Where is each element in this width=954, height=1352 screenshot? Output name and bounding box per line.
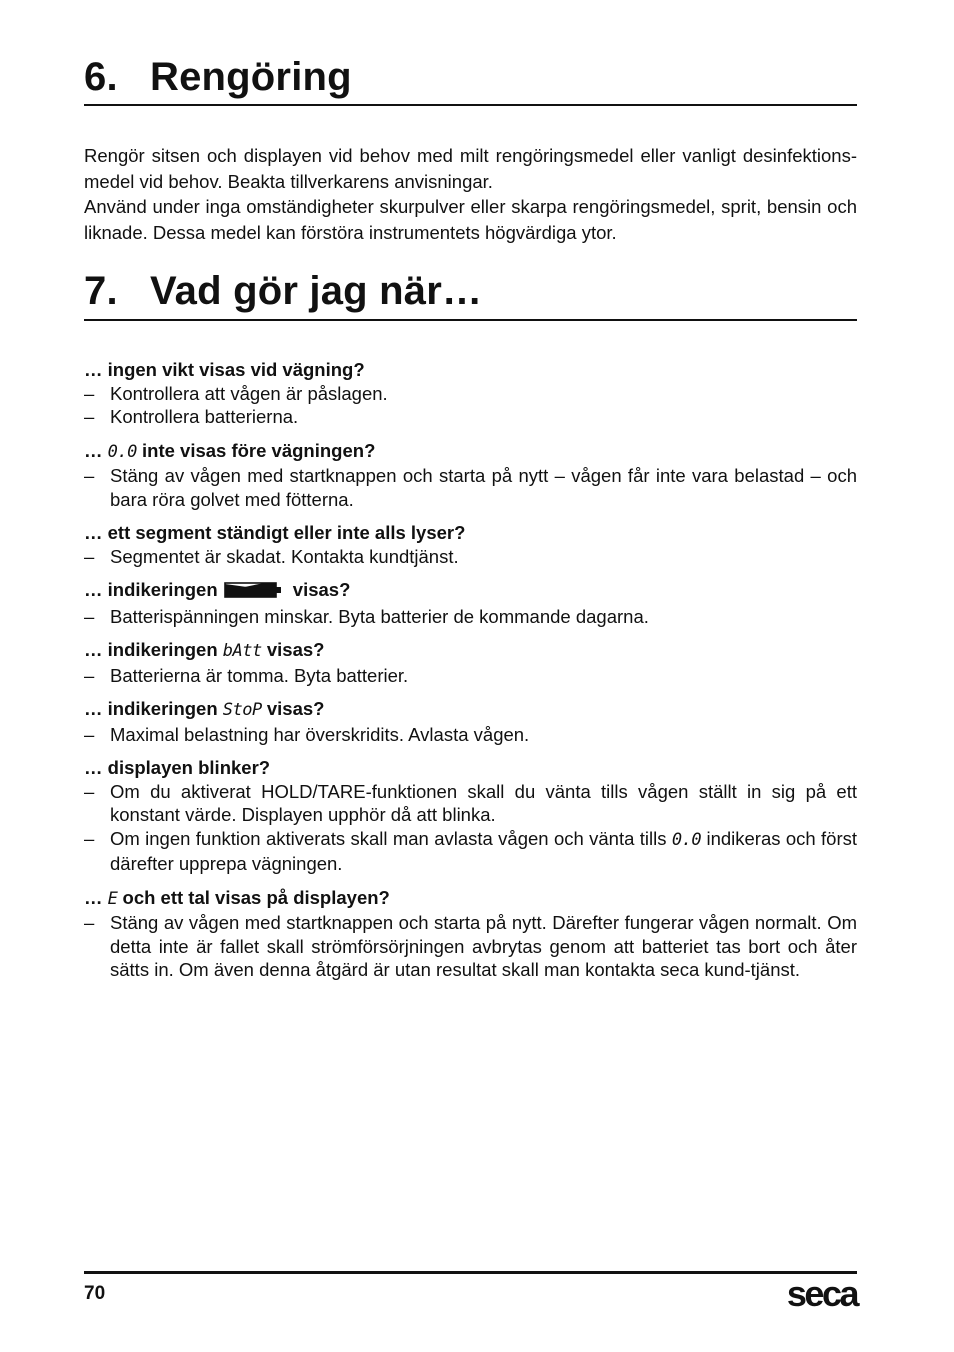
list-dash: – <box>84 382 95 404</box>
faq-answer-item <box>84 464 857 511</box>
faq-question-text: … displayen blinker? <box>84 757 271 778</box>
faq-answer-text: Batterispänningen minskar. Byta batterier de kommande dagarna. <box>110 605 649 627</box>
faq-question <box>84 578 857 605</box>
list-dash: – <box>84 465 95 486</box>
faq-answer-item <box>84 605 857 629</box>
faq-question-text: visas? <box>266 698 325 719</box>
faq-group <box>84 358 857 429</box>
faq-question <box>84 638 857 664</box>
seca-logo: seca <box>786 1273 857 1314</box>
display-segment-text: E <box>107 888 118 909</box>
faq-question-text: … <box>84 439 103 461</box>
page-number: 70 <box>84 1283 106 1304</box>
section-6-body <box>84 143 857 245</box>
faq-answer-text: Stäng av vågen med startknappen och starta på nytt. Därefter fungerar vågen normalt. Om detta inte är fallet skall strömförsörjningen avbrytas genom att batteriet tas bort och åter sätts in. Om även denna åtgärd är utan resultat skall man kontakta seca kund-tjänst. <box>110 912 857 980</box>
faq-question-text: … <box>84 886 103 908</box>
faq-question-text: inte visas före vägningen? <box>142 439 376 461</box>
faq-answer-text: Om ingen funktion aktiverats skall man avlasta vågen och vänta tills <box>110 827 667 849</box>
faq-question-text: … indikeringen <box>84 579 218 600</box>
section-6-divider <box>84 104 857 106</box>
section-7-title: Vad gör jag när… <box>150 269 483 313</box>
troubleshooting-list <box>84 358 857 992</box>
faq-group <box>84 886 857 982</box>
faq-question-text: visas? <box>292 579 351 600</box>
section-6-heading <box>84 57 352 97</box>
list-dash: – <box>84 827 95 849</box>
faq-group <box>84 697 857 746</box>
faq-question <box>84 756 857 780</box>
faq-answer-text: Kontrollera att vågen är påslagen. <box>110 382 388 404</box>
faq-answer-text: indikeras och först därefter upprepa vägningen. <box>110 827 858 874</box>
faq-group <box>84 756 857 876</box>
faq-group <box>84 439 857 512</box>
list-dash: – <box>84 723 95 745</box>
list-dash: – <box>84 912 95 933</box>
faq-question-text: … indikeringen <box>84 639 218 660</box>
cleaning-paragraph-2: Använd under inga omständigheter skurpulver eller skarpa rengöringsmedel, sprit, bensin och liknade. Dessa medel kan förstöra instrumentets högvärdiga ytor. <box>84 196 857 243</box>
faq-answer-item <box>84 382 857 406</box>
list-dash: – <box>84 664 95 686</box>
faq-group <box>84 638 857 687</box>
faq-question <box>84 697 857 723</box>
faq-question-text: … ett segment ständigt eller inte alls lyser? <box>84 522 466 543</box>
faq-group <box>84 521 857 568</box>
faq-answer-item <box>84 827 857 876</box>
faq-question <box>84 521 857 545</box>
section-7-heading <box>84 271 482 311</box>
footer-divider <box>84 1271 857 1274</box>
cleaning-paragraph-1: Rengör sitsen och displayen vid behov med milt rengöringsmedel eller vanligt desinfektions-medel vid behov. Beakta tillverkarens anvisningar. <box>84 145 857 192</box>
faq-answer-item <box>84 545 857 569</box>
faq-question-text: visas? <box>266 639 325 660</box>
faq-answer-item <box>84 405 857 429</box>
section-6-title: Rengöring <box>150 55 352 99</box>
faq-answer-text: Stäng av vågen med startknappen och starta på nytt – vågen får inte vara belastad – och bara röra golvet med fötterna. <box>110 465 857 510</box>
display-segment-text: StoP <box>222 700 262 720</box>
display-segment-text: 0.0 <box>671 829 702 850</box>
list-dash: – <box>84 780 95 802</box>
faq-question-text: … indikeringen <box>84 698 218 719</box>
list-dash: – <box>84 406 95 427</box>
faq-answer-item <box>84 723 857 747</box>
section-7-number: 7. <box>84 269 118 313</box>
faq-answer-item <box>84 780 857 827</box>
faq-answer-item <box>84 664 857 688</box>
faq-answer-item <box>84 911 857 982</box>
battery-low-icon <box>224 581 282 605</box>
faq-question-text: och ett tal visas på displayen? <box>122 886 390 908</box>
faq-group <box>84 578 857 628</box>
faq-answer-text: Batterierna är tomma. Byta batterier. <box>110 664 409 686</box>
faq-answer-text: Kontrollera batterierna. <box>110 406 299 427</box>
faq-answer-text: Om du aktiverat HOLD/TARE-funktionen skall du vänta tills vågen ställt in sig på ett konstant värde. Displayen upphör då att blinka. <box>110 780 857 825</box>
faq-question-text: … ingen vikt visas vid vägning? <box>84 359 365 380</box>
section-6-number: 6. <box>84 55 118 99</box>
faq-answer-text: Maximal belastning har överskridits. Avlasta vågen. <box>110 723 530 745</box>
list-dash: – <box>84 545 95 567</box>
faq-question <box>84 439 857 465</box>
faq-answer-text: Segmentet är skadat. Kontakta kundtjänst. <box>110 545 459 567</box>
faq-question <box>84 358 857 382</box>
faq-question <box>84 886 857 912</box>
section-7-divider <box>84 319 857 321</box>
display-segment-text: bAtt <box>222 641 262 661</box>
display-segment-text: 0.0 <box>107 441 137 462</box>
list-dash: – <box>84 605 95 627</box>
